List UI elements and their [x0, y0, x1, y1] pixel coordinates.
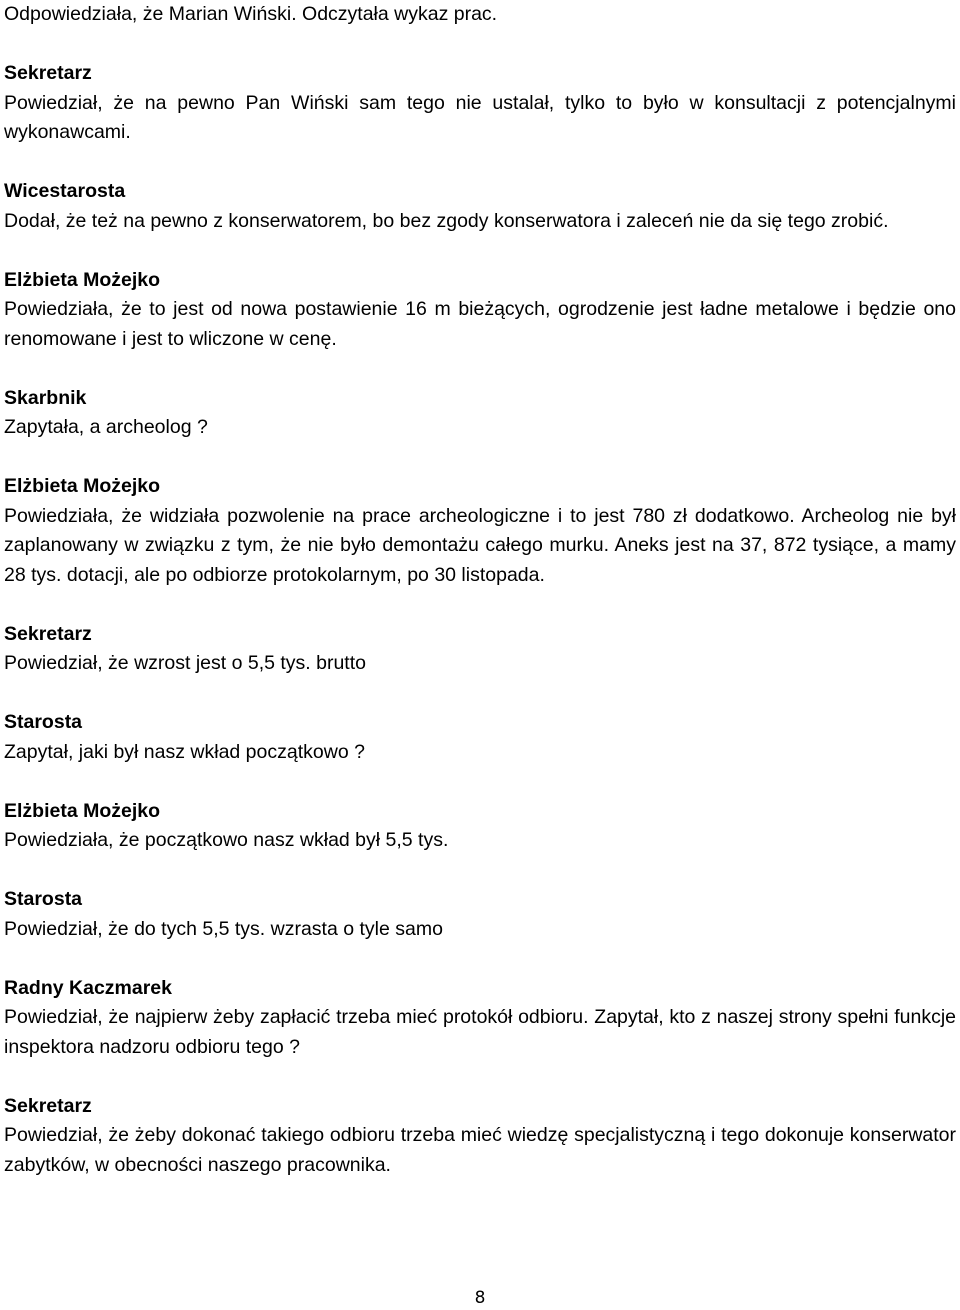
speaker-name: Elżbieta Możejko [4, 475, 161, 497]
statement-text: Powiedział, że do tych 5,5 tys. wzrasta o tyle samo [4, 917, 443, 940]
statement-text: Powiedziała, że widziała pozwolenie na prace archeologiczne i to jest 780 zł dodatkowo. Archeolog nie był zaplanowany w związku z tym, że nie było demontażu całego murku. Aneks jest na 37, 872 tysiące, a mamy 28 tys. dotacji, ale po odbiorze protokolarnym, po 30 listopada. [4, 504, 956, 586]
entry [4, 472, 956, 590]
entry [4, 620, 956, 679]
statement-text: Dodał, że też na pewno z konserwatorem, bo bez zgody konserwatora i zaleceń nie da się tego zrobić. [4, 209, 889, 232]
statement-text: Zapytał, jaki był nasz wkład początkowo ? [4, 740, 365, 763]
entry [4, 59, 956, 148]
entry [4, 885, 956, 944]
page-number: 8 [474, 1288, 486, 1308]
speaker-name: Sekretarz [4, 622, 92, 645]
speaker-name: Starosta [4, 711, 83, 733]
entry [4, 797, 956, 856]
speaker-name: Skarbnik [4, 386, 87, 409]
statement-text: Powiedział, że żeby dokonać takiego odbioru trzeba mieć wiedzę specjalistyczną i tego dokonuje konserwator zabytków, w obecności naszego pracownika. [4, 1124, 956, 1176]
speaker-name: Radny Kaczmarek [4, 976, 172, 999]
statement-text: Powiedziała, że początkowo nasz wkład był 5,5 tys. [4, 829, 449, 851]
entry [4, 1092, 956, 1181]
entry [4, 177, 956, 236]
entry [4, 708, 956, 767]
entry [4, 974, 956, 1063]
statement-text: Zapytała, a archeolog ? [4, 416, 208, 438]
statement-text: Powiedział, że na pewno Pan Wiński sam tego nie ustalał, tylko to było w konsultacji z potencjalnymi wykonawcami. [4, 91, 956, 143]
statement-text: Powiedział, że najpierw żeby zapłacić trzeba mieć protokół odbioru. Zapytał, kto z naszej strony spełni funkcje inspektora nadzoru odbioru tego ? [4, 1006, 956, 1058]
entry [4, 266, 956, 355]
speaker-name: Starosta [4, 888, 83, 910]
speaker-name: Wicestarosta [4, 180, 126, 202]
statement-text: Powiedziała, że to jest od nowa postawienie 16 m bieżących, ogrodzenie jest ładne metalowe i będzie ono renomowane i jest to wliczone w cenę. [4, 298, 956, 350]
speaker-name: Elżbieta Możejko [4, 268, 161, 291]
speaker-name: Sekretarz [4, 62, 92, 84]
intro-text: Odpowiedziała, że Marian Wiński. Odczytała wykaz prac. [4, 3, 498, 25]
entry [4, 384, 956, 443]
speaker-name: Elżbieta Możejko [4, 799, 161, 822]
speaker-name: Sekretarz [4, 1094, 92, 1117]
statement-text: Powiedział, że wzrost jest o 5,5 tys. brutto [4, 652, 366, 674]
document-body [4, 0, 956, 1180]
